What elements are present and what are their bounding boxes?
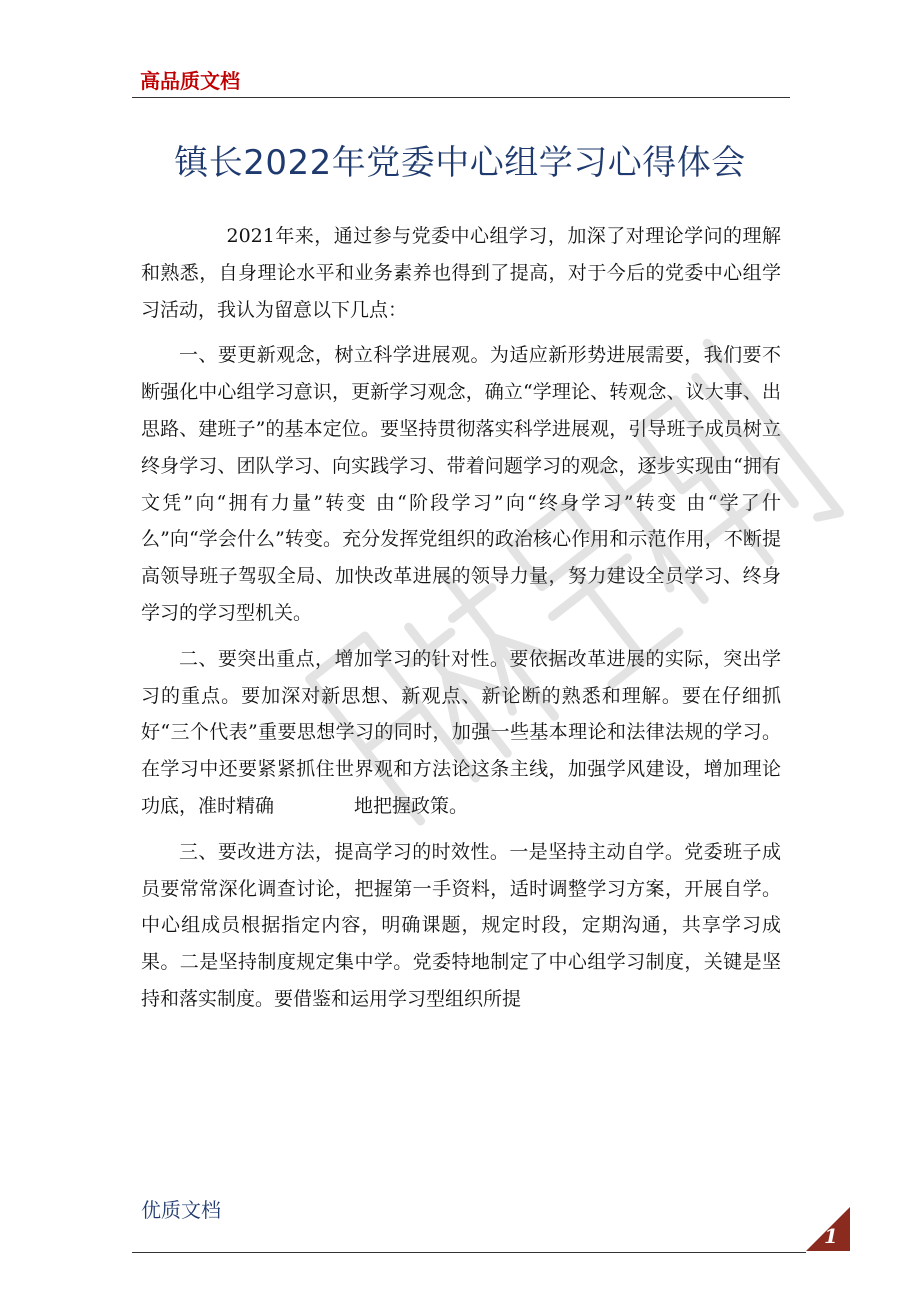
header-rule	[132, 97, 790, 98]
footer-label: 优质文档	[141, 1198, 221, 1222]
footer-rule	[132, 1252, 806, 1253]
page-number: 1	[824, 1224, 838, 1248]
header-label: 高品质文档	[140, 69, 240, 93]
document-title: 镇长2022年党委中心组学习心得体会	[174, 143, 746, 183]
paragraph-two-tail: 地把握政策。	[354, 794, 469, 817]
paragraph-two-text: 二、要突出重点，增加学习的针对性。要依据改革进展的实际，突出学习的重点。要加深对新思想、新观点、新论断的熟悉和理解。要在仔细抓好“三个代表”重要思想学习的同时，加强一些基本理论和法律法规的学习。在学习中还要紧紧抓住世界观和方法论这条主线，加强学风建设，增加理论功底，准时精确	[141, 647, 781, 817]
paragraph-intro: 2021年来，通过参与党委中心组学习，加深了对理论学问的理解和熟悉，自身理论水平和业务素养也得到了提高，对于今后的党委中心组学习活动，我认为留意以下几点：	[141, 225, 781, 321]
paragraph-two	[141, 641, 781, 825]
paragraph-three: 三、要改进方法，提高学习的时效性。一是坚持主动自学。党委班子成员要常常深化调查讨论，把握第一手资料，适时调整学习方案，开展自学。中心组成员根据指定内容，明确课题，规定时段，定期沟通，共享学习成果。二是坚持制度规定集中学。党委特地制定了中心组学习制度，关键是坚持和落实制度。要借鉴和运用学习型组织所提	[141, 840, 781, 1010]
paragraph-one: 一、要更新观念，树立科学进展观。为适应新形势进展需要，我们要不断强化中心组学习意识，更新学习观念，确立“学理论、转观念、议大事、出思路、建班子”的基本定位。要坚持贯彻落实科学进展观，引导班子成员树立终身学习、团队学习、向实践学习、带着问题学习的观念，逐步实现由“拥有文凭”向“拥有力量”转变 由“阶段学习”向“终身学习”转变 由“学了什么”向“学会什么”转变。充分发挥党组织的政治核心作用和示范作用，不断提高领导班子驾驭全局、加快改革进展的领导力量，努力建设全员学习、终身学习的学习型机关。	[141, 344, 781, 624]
document-body	[141, 218, 781, 1158]
